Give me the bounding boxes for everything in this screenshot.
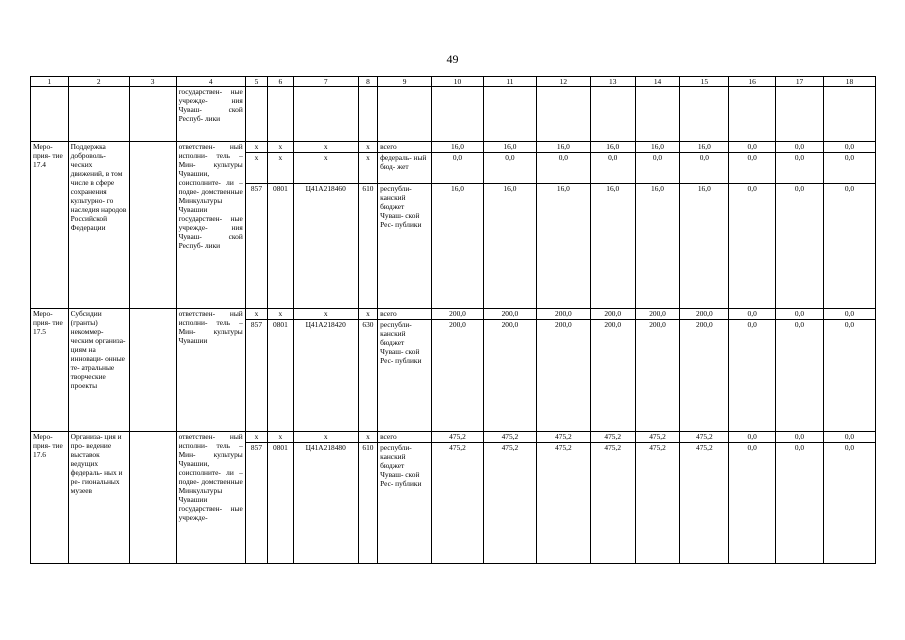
header-cell: 15 [680,77,729,87]
value-cell: 200,0 [680,309,729,320]
kbk-cell: 857 [245,443,267,564]
header-cell: 4 [176,77,245,87]
kbk-cell: x [245,153,267,184]
value-cell: 0,0 [823,153,875,184]
value-cell: 16,0 [483,184,536,309]
kbk-cell: x [293,142,358,153]
table-cell [129,309,176,432]
header-cell: 16 [729,77,776,87]
value-cell: 475,2 [680,443,729,564]
table-cell [823,87,875,142]
value-cell: 200,0 [536,320,590,432]
value-cell: 475,2 [432,432,484,443]
header-cell: 17 [776,77,824,87]
kbk-cell: x [245,432,267,443]
kbk-cell: x [358,142,377,153]
value-cell: 475,2 [536,432,590,443]
table-cell [129,432,176,564]
table-cell [432,87,484,142]
kbk-cell: x [293,432,358,443]
measure-title: Субсидии (гранты) некоммер- ческим организа- циям на инноваци- онные те- атральные творческие проекты [68,309,129,432]
value-cell: 0,0 [635,153,680,184]
table-cell [245,87,267,142]
kbk-cell: x [358,432,377,443]
kbk-cell: x [245,142,267,153]
header-cell: 5 [245,77,267,87]
value-cell: 475,2 [483,443,536,564]
value-cell: 0,0 [729,184,776,309]
value-cell: 0,0 [432,153,484,184]
value-cell: 16,0 [635,184,680,309]
header-cell: 11 [483,77,536,87]
table-cell [68,87,129,142]
kbk-cell: Ц41А218480 [293,443,358,564]
header-cell: 6 [268,77,293,87]
kbk-cell: 610 [358,184,377,309]
value-cell: 0,0 [729,309,776,320]
value-cell: 475,2 [483,432,536,443]
kbk-cell: 630 [358,320,377,432]
value-cell: 0,0 [823,142,875,153]
value-cell: 475,2 [590,432,635,443]
value-cell: 16,0 [432,142,484,153]
header-cell: 8 [358,77,377,87]
kbk-cell: x [245,309,267,320]
value-cell: 0,0 [776,153,824,184]
value-cell: 200,0 [483,309,536,320]
value-cell: 475,2 [536,443,590,564]
header-cell: 14 [635,77,680,87]
value-cell: 16,0 [483,142,536,153]
value-cell: 475,2 [635,443,680,564]
header-cell: 12 [536,77,590,87]
table-cell [680,87,729,142]
kbk-cell: x [268,432,293,443]
source-cell: республи- канский бюджет Чуваш- ской Рес- публики [378,320,432,432]
value-cell: 0,0 [823,320,875,432]
table-cell [358,87,377,142]
kbk-cell: Ц41А218420 [293,320,358,432]
kbk-cell: 857 [245,320,267,432]
header-cell: 1 [31,77,69,87]
table-cell [536,87,590,142]
table-cell [635,87,680,142]
value-cell: 200,0 [432,320,484,432]
table-row [31,142,876,153]
value-cell: 0,0 [729,320,776,432]
value-cell: 0,0 [729,153,776,184]
table-cell [378,87,432,142]
responsible-cell: государствен- ные учрежде- ния Чуваш- ской Респуб- лики [176,87,245,142]
value-cell: 0,0 [776,320,824,432]
header-cell: 10 [432,77,484,87]
value-cell: 16,0 [680,142,729,153]
measure-title: Организа- ция и про- ведение выставок ведущих федераль- ных и ре- гиональных музеев [68,432,129,564]
value-cell: 0,0 [823,443,875,564]
value-cell: 0,0 [729,432,776,443]
responsible-cell: ответствен- ный исполни- тель – Мин- культуры Чувашии, соисполните- ли – подве- домственные Минкультуры Чувашии государствен- ные учрежде- [176,432,245,564]
table-cell [129,87,176,142]
value-cell: 16,0 [536,142,590,153]
kbk-cell: x [268,309,293,320]
value-cell: 0,0 [776,142,824,153]
value-cell: 16,0 [536,184,590,309]
value-cell: 200,0 [483,320,536,432]
value-cell: 16,0 [635,142,680,153]
value-cell: 0,0 [776,309,824,320]
header-row [31,77,876,87]
kbk-cell: 857 [245,184,267,309]
value-cell: 0,0 [729,443,776,564]
value-cell: 475,2 [590,443,635,564]
table-cell [776,87,824,142]
kbk-cell: 0801 [268,320,293,432]
measure-number: Меро- прия- тие 17.4 [31,142,69,309]
value-cell: 200,0 [635,320,680,432]
value-cell: 16,0 [680,184,729,309]
source-cell: всего [378,432,432,443]
kbk-cell: 610 [358,443,377,564]
value-cell: 0,0 [590,153,635,184]
source-cell: всего [378,142,432,153]
value-cell: 200,0 [590,309,635,320]
table-cell [590,87,635,142]
continuation-row [31,87,876,142]
kbk-cell: x [358,309,377,320]
value-cell: 0,0 [483,153,536,184]
value-cell: 16,0 [590,184,635,309]
table-cell [293,87,358,142]
header-cell: 2 [68,77,129,87]
value-cell: 200,0 [432,309,484,320]
table-row [31,432,876,443]
responsible-cell: ответствен- ный исполни- тель – Мин- культуры Чувашии [176,309,245,432]
value-cell: 0,0 [680,153,729,184]
source-cell: федераль- ный бюд- жет [378,153,432,184]
value-cell: 0,0 [536,153,590,184]
value-cell: 0,0 [729,142,776,153]
kbk-cell: Ц41А218460 [293,184,358,309]
value-cell: 200,0 [680,320,729,432]
value-cell: 0,0 [823,309,875,320]
value-cell: 0,0 [776,443,824,564]
table-cell [729,87,776,142]
kbk-cell: x [293,153,358,184]
measure-number: Меро- прия- тие 17.5 [31,309,69,432]
value-cell: 0,0 [823,184,875,309]
responsible-cell: ответствен- ный исполни- тель – Мин- культуры Чувашии, соисполните- ли – подве- домственные Минкультуры Чувашии государствен- ные учрежде- ния Чуваш- ской Респуб- лики [176,142,245,309]
kbk-cell: x [268,153,293,184]
table-cell [31,87,69,142]
table-cell [483,87,536,142]
kbk-cell: x [358,153,377,184]
source-cell: республи- канский бюджет Чуваш- ской Рес- публики [378,184,432,309]
header-cell: 7 [293,77,358,87]
value-cell: 475,2 [635,432,680,443]
budget-table [30,76,876,564]
measure-title: Поддержка доброволь- ческих движений, в том числе в сфере сохранения культурно- го наследия народов Российской Федерации [68,142,129,309]
source-cell: всего [378,309,432,320]
table-cell [268,87,293,142]
value-cell: 0,0 [776,184,824,309]
value-cell: 200,0 [536,309,590,320]
value-cell: 200,0 [590,320,635,432]
header-cell: 13 [590,77,635,87]
value-cell: 475,2 [680,432,729,443]
page-number: 49 [446,52,459,66]
header-cell: 9 [378,77,432,87]
value-cell: 16,0 [432,184,484,309]
header-cell: 18 [823,77,875,87]
value-cell: 0,0 [776,432,824,443]
measure-number: Меро- прия- тие 17.6 [31,432,69,564]
kbk-cell: x [268,142,293,153]
value-cell: 16,0 [590,142,635,153]
table-cell [129,142,176,309]
kbk-cell: 0801 [268,184,293,309]
value-cell: 0,0 [823,432,875,443]
kbk-cell: x [293,309,358,320]
header-cell: 3 [129,77,176,87]
table-row [31,309,876,320]
source-cell: республи- канский бюджет Чуваш- ской Рес- публики [378,443,432,564]
value-cell: 475,2 [432,443,484,564]
value-cell: 200,0 [635,309,680,320]
kbk-cell: 0801 [268,443,293,564]
